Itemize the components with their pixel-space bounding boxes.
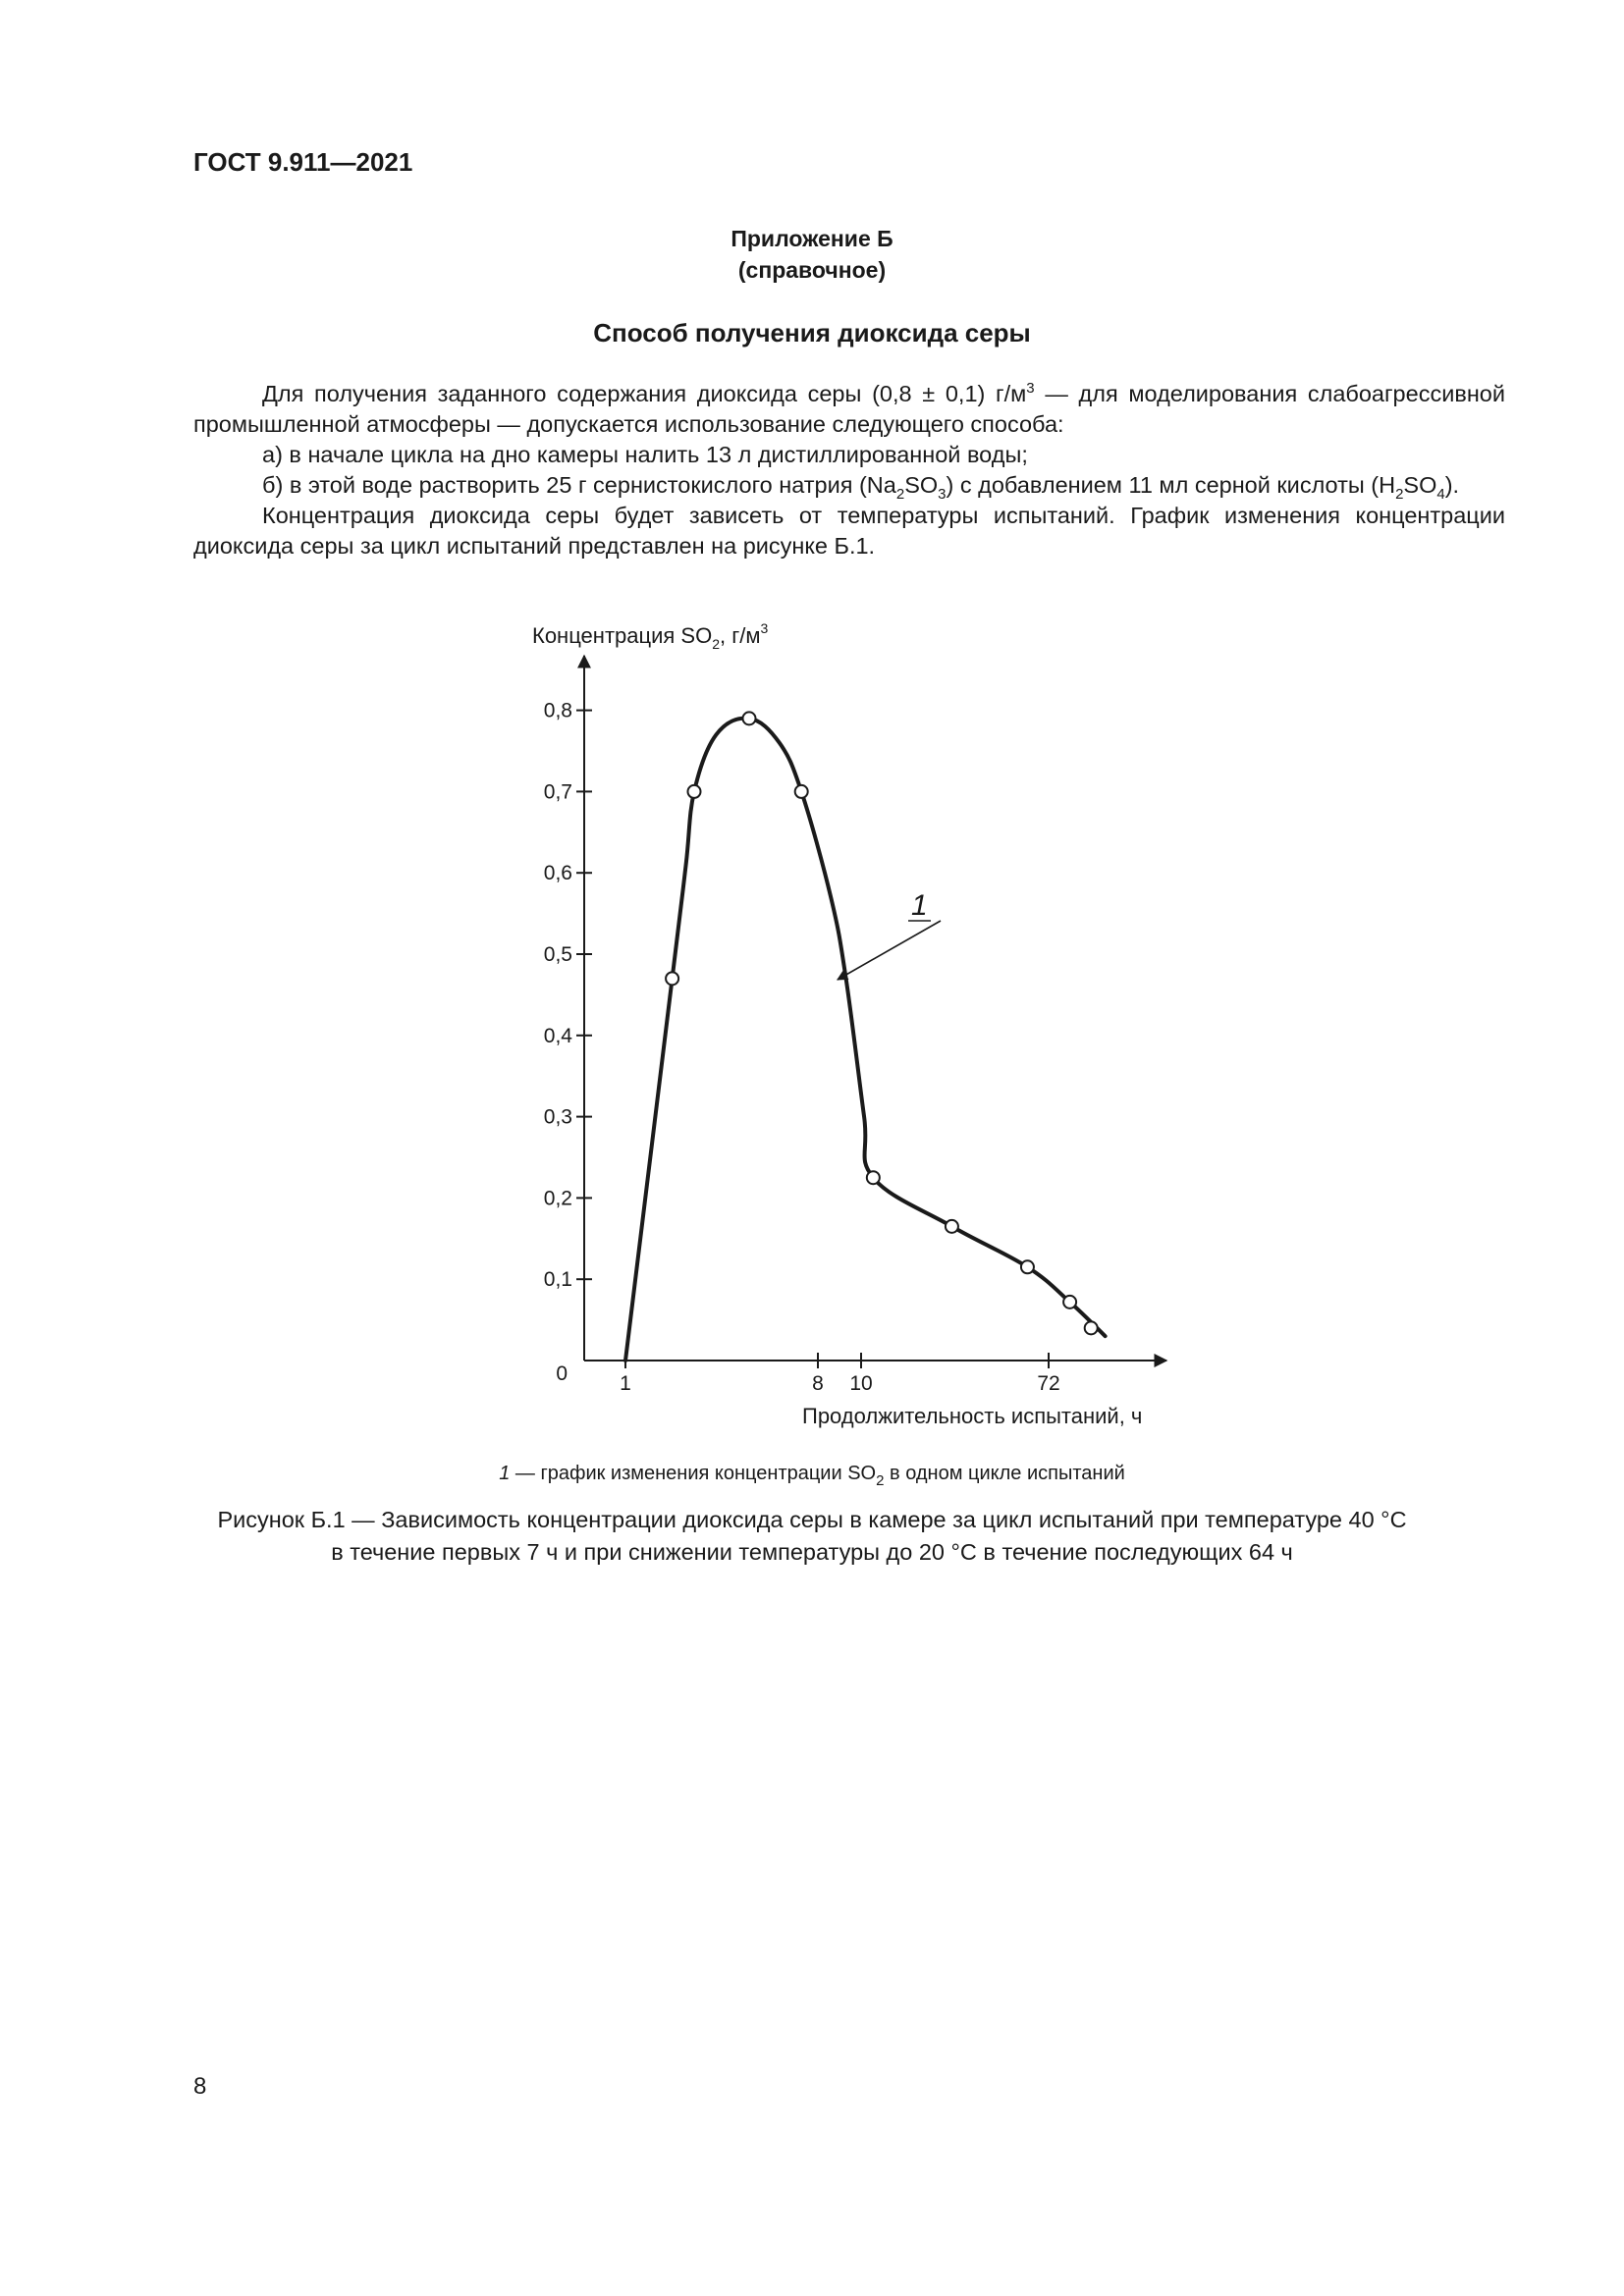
conclusion-paragraph: Концентрация диоксида серы будет зависеть от температуры испытаний. График изменения концентрации диоксида серы за цикл испытаний представлен на рисунке Б.1.: [193, 503, 1505, 559]
x-tick-label: 8: [812, 1372, 824, 1395]
section-title: Способ получения диоксида серы: [593, 318, 1031, 347]
data-point: [1063, 1296, 1076, 1308]
y-tick-label: 0,2: [543, 1187, 572, 1210]
list-item-a: а) в начале цикла на дно камеры налить 13 л дистиллированной воды;: [262, 442, 1028, 467]
series-annotation: 1: [911, 889, 928, 922]
y-tick-label: 0,1: [543, 1268, 572, 1292]
x-tick-label: 10: [849, 1372, 873, 1395]
data-point: [1085, 1321, 1098, 1334]
x-tick-label: 1: [620, 1372, 631, 1395]
x-tick-label: 72: [1037, 1372, 1060, 1395]
body-text: [193, 379, 1505, 561]
data-point: [867, 1171, 880, 1184]
data-point: [795, 785, 808, 798]
data-point: [1021, 1260, 1034, 1273]
caption-line-2: в течение первых 7 ч и при снижении температуры до 20 °С в течение последующих 64 ч: [331, 1539, 1293, 1565]
appendix-kind: (справочное): [737, 257, 887, 283]
y-tick-label: 0,3: [543, 1105, 572, 1129]
annotation-leader: [838, 921, 941, 980]
y-tick-label: 0,6: [543, 862, 572, 885]
list-item-b: б) в этой воде растворить 25 г сернистокислого натрия $(Na_2SO_3)$ с добавлением 11 мл серной кислоты $(H_2SO_4)$.: [262, 472, 1460, 503]
page-number: 8: [193, 2073, 207, 2100]
y-tick-label: 0,8: [543, 699, 572, 722]
y-tick-label: 0,5: [543, 943, 572, 966]
caption-line-1: Рисунок Б.1 — Зависимость концентрации диоксида серы в камере за цикл испытаний при температуре 40 °С: [217, 1507, 1407, 1532]
so2-concentration-chart: [511, 614, 1198, 1439]
x-axis-label: Продолжительность испытаний, ч: [802, 1404, 1143, 1428]
figure-caption: [0, 1504, 1624, 1569]
figure-legend: 1 — график изменения концентрации $SO_2$ в одном цикле испытаний: [499, 1463, 1125, 1489]
origin-label: 0: [556, 1362, 568, 1385]
y-axis-label: Концентрация $SO_2$, $г/м^3$: [532, 620, 769, 652]
data-point: [743, 712, 756, 724]
appendix-title: Приложение Б: [731, 226, 893, 251]
y-tick-label: 0,4: [543, 1024, 572, 1047]
y-tick-label: 0,7: [543, 780, 572, 804]
intro-paragraph: Для получения заданного содержания диоксида серы (0,8 ± 0,1) $г/м^3$ — для моделирования слабоагрессивной промышленной атмосферы — допускается использование следующего способа:: [193, 380, 1505, 437]
document-header: ГОСТ 9.911—2021: [193, 147, 413, 177]
data-point: [666, 972, 678, 985]
data-point: [946, 1220, 958, 1233]
data-point: [688, 785, 701, 798]
